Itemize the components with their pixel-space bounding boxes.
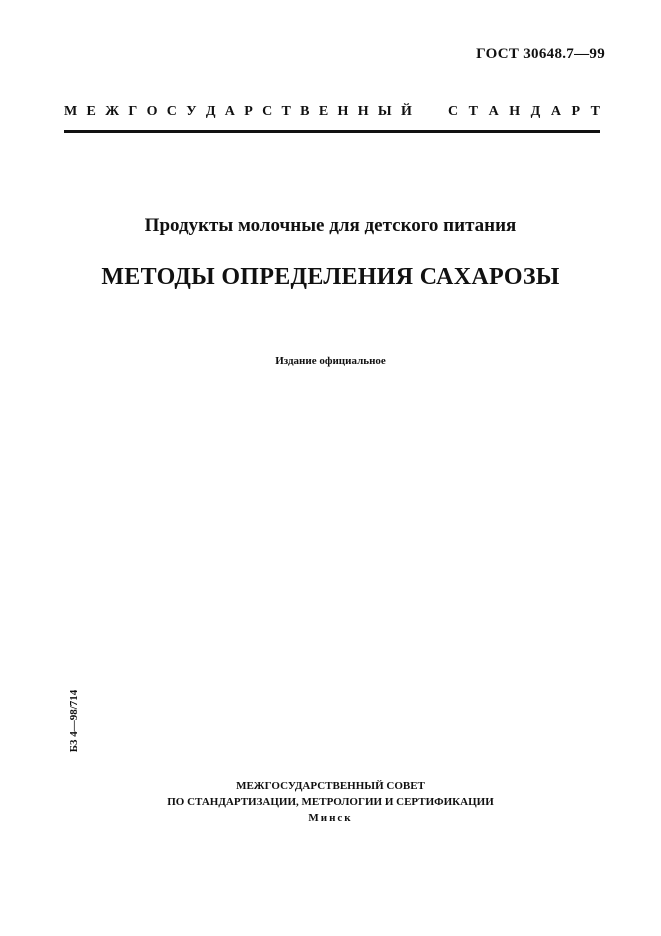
document-subtitle: Продукты молочные для детского питания (144, 215, 517, 236)
standard-number: ГОСТ 30648.7—99 (476, 46, 605, 62)
standard-type-heading (64, 104, 600, 120)
publisher-block (0, 778, 661, 826)
publisher-city: Минск (308, 812, 353, 824)
standard-type-word-1: М Е Ж Г О С У Д А Р С Т В Е Н Н Ы Й (64, 104, 412, 119)
side-code: Б3 4—98/714 (68, 689, 80, 753)
publisher-line-2: ПО СТАНДАРТИЗАЦИИ, МЕТРОЛОГИИ И СЕРТИФИКАЦИИ (167, 796, 494, 808)
header-rule (64, 130, 600, 133)
document-title: МЕТОДЫ ОПРЕДЕЛЕНИЯ САХАРОЗЫ (101, 264, 560, 290)
edition-note: Издание официальное (275, 355, 386, 367)
publisher-line-1: МЕЖГОСУДАРСТВЕННЫЙ СОВЕТ (236, 780, 425, 792)
standard-type-word-2: С Т А Н Д А Р Т (448, 104, 600, 119)
